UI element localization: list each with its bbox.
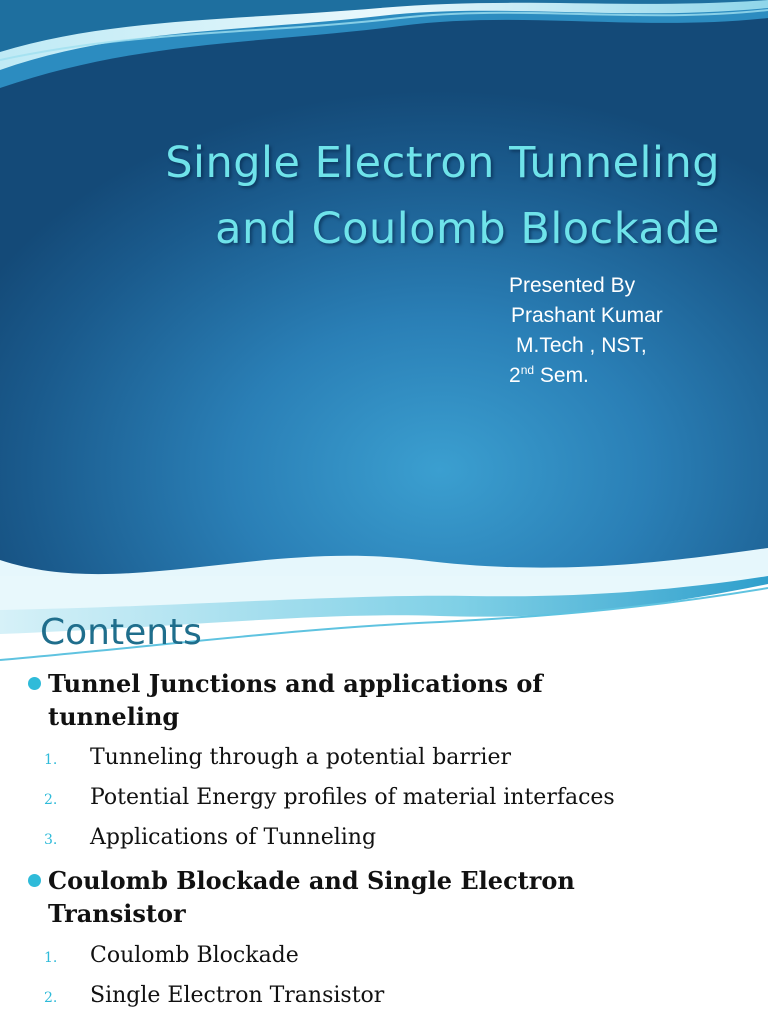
list-number: 1. xyxy=(44,752,58,768)
contents-heading: Contents xyxy=(40,612,202,653)
presenter-name: Prashant Kumar xyxy=(511,304,663,327)
bullet-dot-icon xyxy=(28,677,41,690)
presenter-program: M.Tech , NST, xyxy=(516,334,647,357)
list-item-text: Potential Energy profiles of material interfaces xyxy=(90,785,615,810)
list-item-text: Coulomb Blockade xyxy=(90,943,299,968)
semester-number: 2 xyxy=(509,364,521,387)
semester-label: Sem. xyxy=(534,364,589,387)
bullet-dot-icon xyxy=(28,874,41,887)
slide-title xyxy=(60,130,720,262)
semester-suffix: nd xyxy=(520,363,535,377)
list-number: 1. xyxy=(44,950,58,966)
list-number: 2. xyxy=(44,792,58,808)
title-line-1: Single Electron Tunneling xyxy=(165,138,720,188)
section-heading-1-text: Tunnel Junctions and applications of tunneling xyxy=(48,669,543,731)
list-number: 3. xyxy=(44,832,58,848)
section-heading-1 xyxy=(48,667,668,733)
list-item-text: Single Electron Transistor xyxy=(90,983,385,1008)
contents-slide xyxy=(0,576,768,1024)
presenter-info xyxy=(509,271,663,391)
list-item-text: Applications of Tunneling xyxy=(90,825,377,850)
title-line-2: and Coulomb Blockade xyxy=(215,204,720,254)
section-heading-2-text: Coulomb Blockade and Single Electron Transistor xyxy=(48,866,575,928)
section-heading-2 xyxy=(48,864,668,930)
list-number: 2. xyxy=(44,990,58,1006)
presented-by-label: Presented By xyxy=(509,274,636,297)
presenter-semester xyxy=(509,361,663,391)
list-item-text: Tunneling through a potential barrier xyxy=(90,745,511,770)
